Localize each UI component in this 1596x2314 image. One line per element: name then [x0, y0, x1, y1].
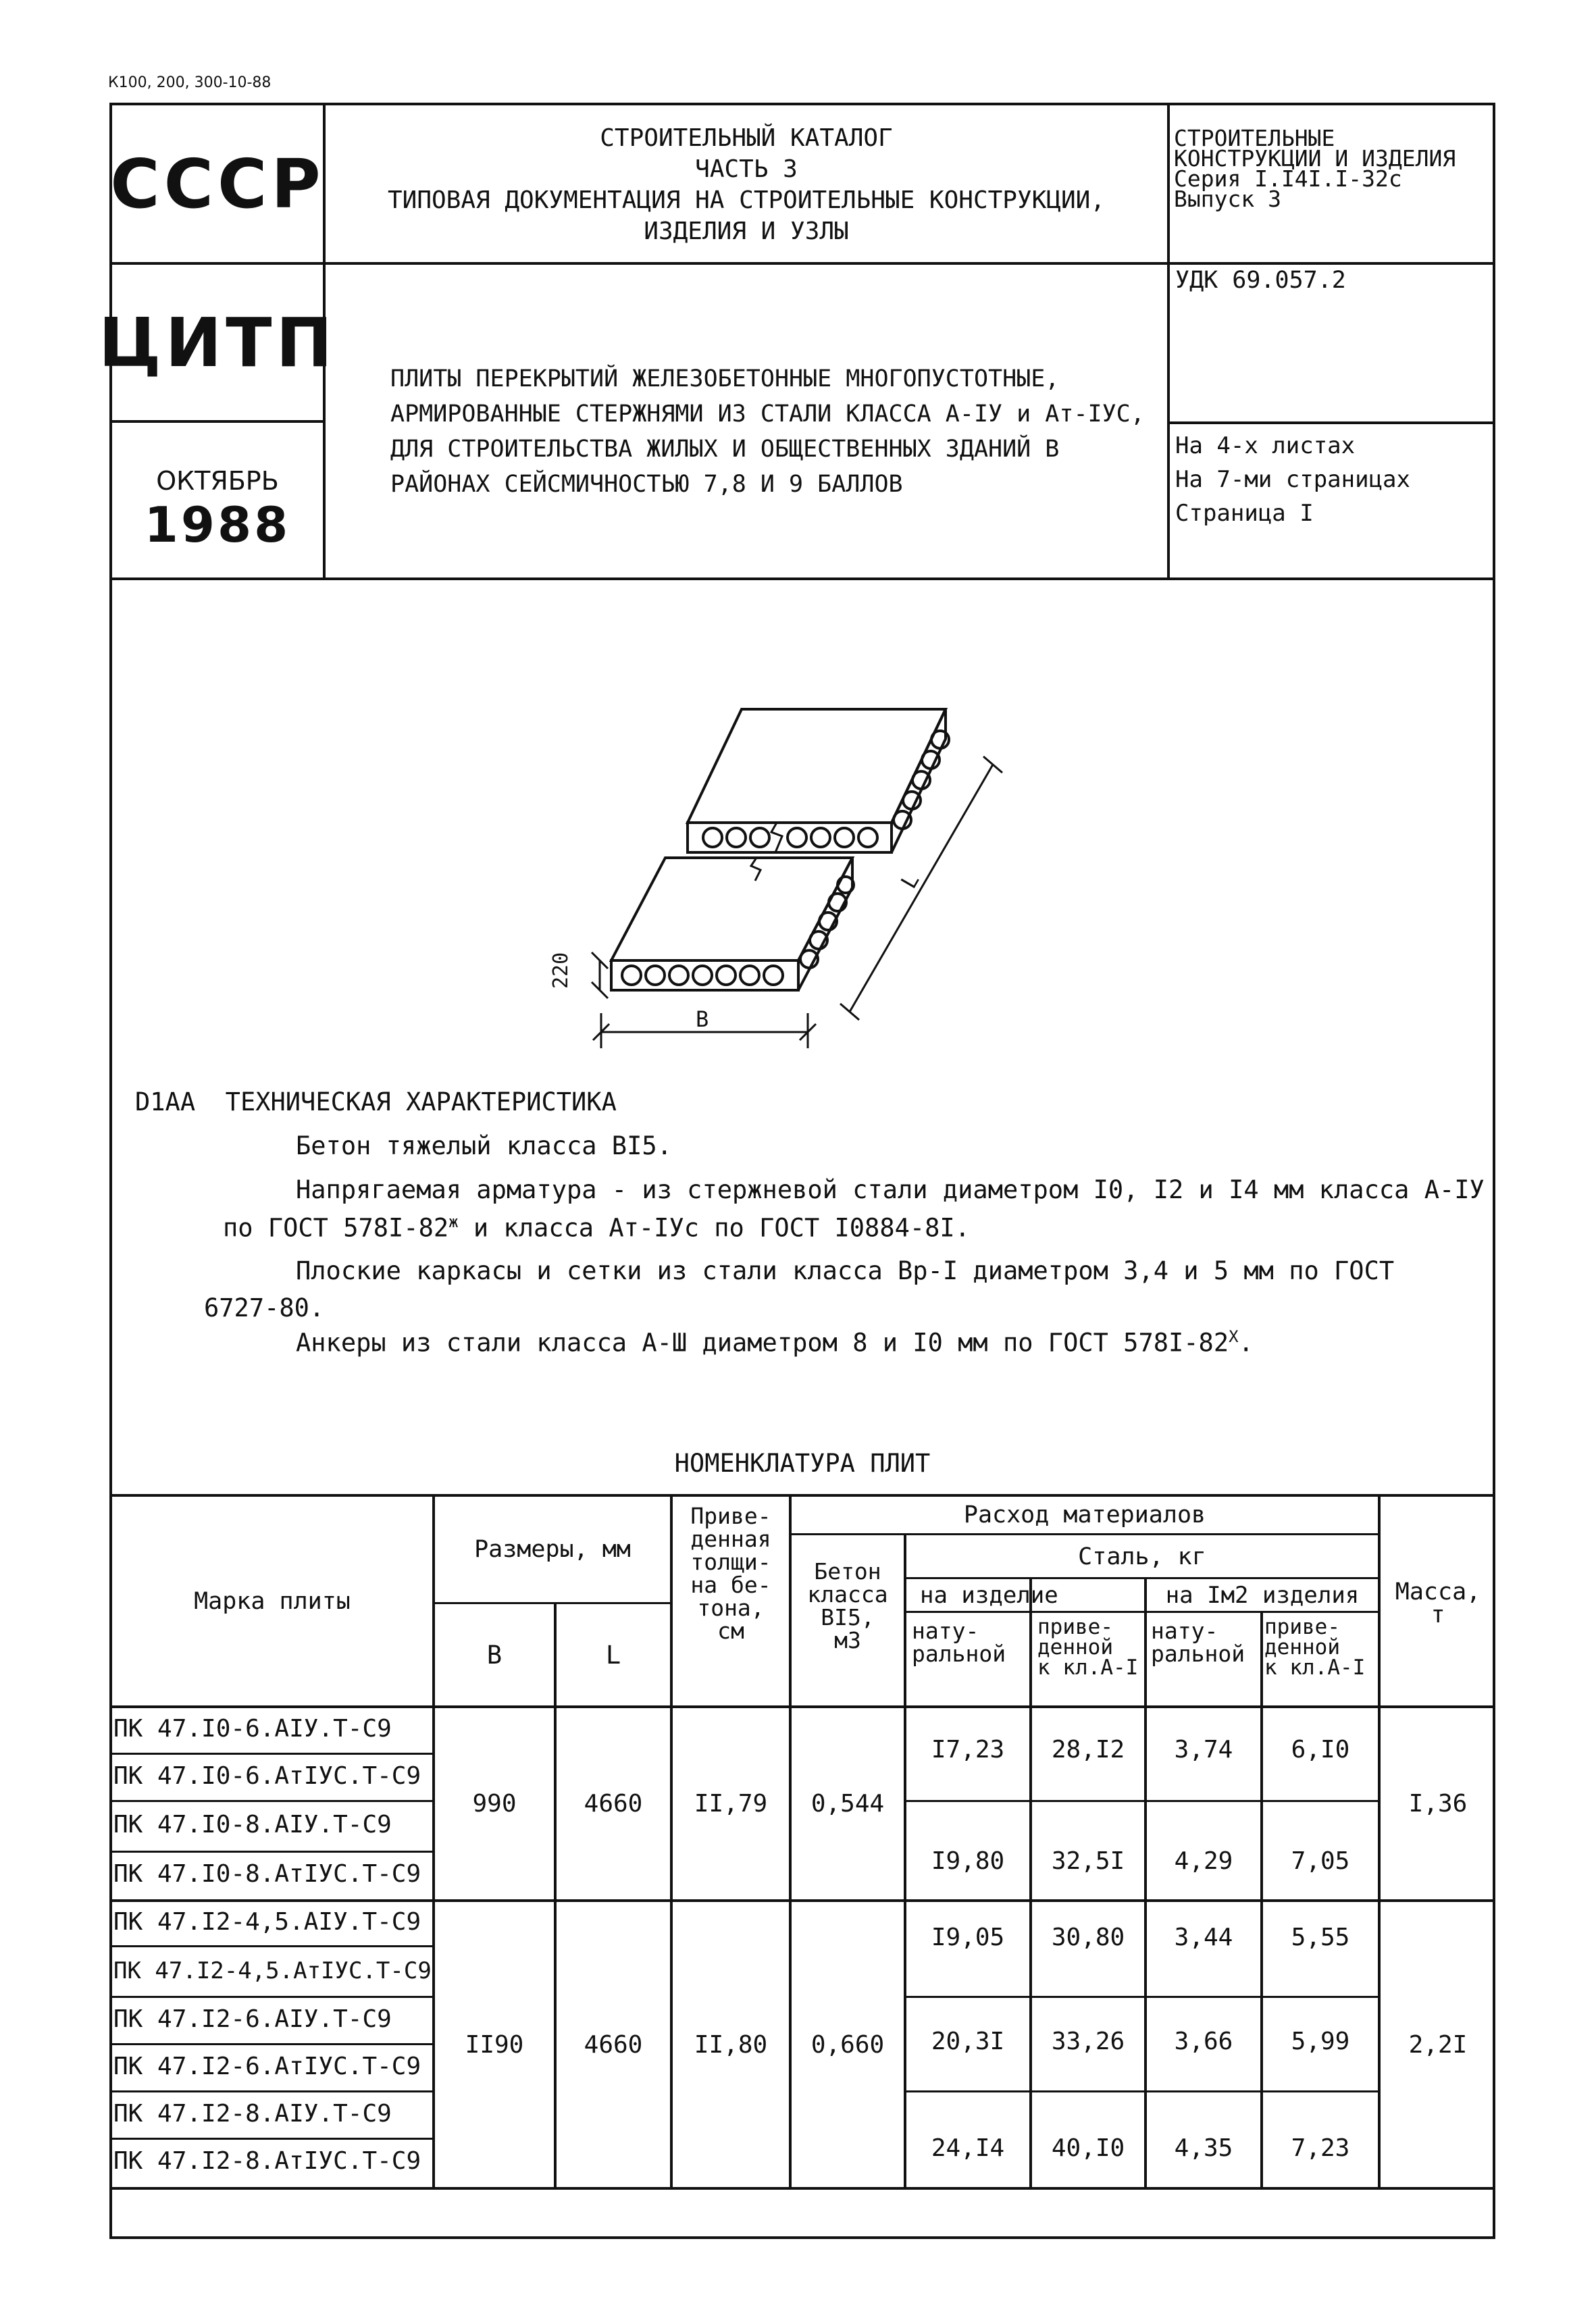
table-row-mark: ПК 47.I0-6.АтIУС.Т-С9: [113, 1762, 421, 1790]
steel-reduced-item: 30,80: [1051, 1923, 1125, 1951]
tech-text: и класса Ат-IУс по ГОСТ I0884-8I.: [458, 1213, 970, 1243]
steel-reduced-m2: 7,23: [1291, 2134, 1350, 2162]
group-concrete: 0,544: [810, 1790, 885, 1818]
dim-height-label: 220: [549, 952, 573, 989]
tech-paragraph: [296, 1327, 1254, 1357]
header-per-m2: на Iм2 изделия: [1165, 1582, 1360, 1609]
header-line: к кл.А-I: [1037, 1655, 1139, 1680]
lower-slab: [611, 858, 854, 990]
upper-slab-front: [688, 823, 892, 852]
sheets-line: Страница I: [1175, 500, 1314, 527]
group-l: 4660: [584, 1790, 643, 1818]
steel-natural-item: I9,80: [931, 1847, 1005, 1875]
series-block: [1174, 125, 1456, 212]
header-natural: [1151, 1620, 1260, 1666]
group-mass: 2,2I: [1408, 2030, 1468, 2059]
group-l: 4660: [584, 2030, 643, 2059]
steel-reduced-m2: 6,I0: [1291, 1735, 1350, 1764]
table-row-mark: ПК 47.I2-8.АтIУС.Т-С9: [113, 2147, 421, 2175]
steel-natural-item: I7,23: [931, 1735, 1005, 1764]
table-row-mark: ПК 47.I2-4,5.АIУ.Т-С9: [113, 1908, 421, 1936]
upper-slab: [688, 709, 949, 852]
header-sizes: Размеры, мм: [474, 1536, 631, 1563]
header-line: толщи-: [690, 1549, 771, 1575]
header-divider: [1167, 421, 1495, 424]
group-thickness: II,79: [694, 1790, 768, 1818]
month: ОКТЯБРЬ: [156, 466, 279, 496]
group-b: II90: [465, 2030, 524, 2059]
header-line: BI5,: [821, 1604, 875, 1630]
table-row-mark: ПК 47.I0-8.АIУ.Т-С9: [113, 1811, 392, 1839]
catalog-line: ЧАСТЬ 3: [695, 155, 798, 183]
header-materials: Расход материалов: [963, 1501, 1206, 1528]
header-concrete: [792, 1560, 904, 1652]
udk: УДК 69.057.2: [1175, 267, 1346, 294]
header-reduced: [1264, 1617, 1378, 1678]
table-row-mark: ПК 47.I0-8.АтIУС.Т-С9: [113, 1860, 421, 1888]
table-title: НОМЕНКЛАТУРА ПЛИТ: [674, 1449, 931, 1478]
header-line: нату-: [912, 1618, 979, 1644]
header-line: на бе-: [690, 1572, 771, 1598]
series-line: СТРОИТЕЛЬНЫЕ: [1174, 125, 1335, 151]
slab-drawing: [513, 689, 1027, 1081]
series-line: Выпуск 3: [1174, 186, 1281, 212]
catalog-line: ИЗДЕЛИЯ И УЗЛЫ: [644, 217, 849, 245]
steel-natural-item: 20,3I: [931, 2027, 1005, 2055]
header-line: приве-: [1264, 1615, 1340, 1639]
header-mass: [1381, 1580, 1495, 1626]
steel-reduced-m2: 5,55: [1291, 1923, 1350, 1951]
steel-reduced-item: 33,26: [1051, 2027, 1125, 2055]
title-line: ДЛЯ СТРОИТЕЛЬСТВА ЖИЛЫХ И ОБЩЕСТВЕННЫХ ЗДАНИЙ В: [390, 436, 1060, 463]
tech-paragraph: Плоские каркасы и сетки из стали класса Вр-I диаметром 3,4 и 5 мм по ГОСТ: [296, 1256, 1395, 1285]
steel-natural-m2: 3,44: [1174, 1923, 1233, 1951]
series-line: Серия I.I4I.I-32с: [1174, 165, 1402, 192]
header-mark: Марка плиты: [194, 1587, 351, 1615]
steel-reduced-m2: 7,05: [1291, 1847, 1350, 1875]
header-line: Масса,: [1395, 1578, 1481, 1605]
tech-heading-text: ТЕХНИЧЕСКАЯ ХАРАКТЕРИСТИКА: [225, 1087, 617, 1116]
steel-natural-m2: 3,74: [1174, 1735, 1233, 1764]
steel-natural-item: 24,I4: [931, 2134, 1005, 2162]
header-per-item: на изделие: [920, 1582, 1058, 1609]
tech-superscript: ж: [448, 1212, 459, 1231]
header-line: к кл.А-I: [1264, 1655, 1366, 1680]
org-ussr: СССР: [110, 144, 325, 224]
steel-reduced-item: 28,I2: [1051, 1735, 1125, 1764]
header-line: приве-: [1037, 1615, 1113, 1639]
table-row-mark: ПК 47.I2-6.АтIУС.Т-С9: [113, 2053, 421, 2080]
header-line: нату-: [1151, 1618, 1218, 1644]
table-row-mark: ПК 47.I2-4,5.АтIУС.Т-С9: [113, 1957, 432, 1984]
header-b: B: [486, 1640, 503, 1670]
header-line: денной: [1264, 1635, 1340, 1660]
group-concrete: 0,660: [810, 2030, 885, 2059]
group-b: 990: [472, 1790, 517, 1818]
catalog-line: ТИПОВАЯ ДОКУМЕНТАЦИЯ НА СТРОИТЕЛЬНЫЕ КОНСТРУКЦИИ,: [387, 186, 1106, 214]
dimension-lines: [592, 756, 1002, 1048]
tech-heading: [135, 1087, 617, 1116]
sheets-line: На 7-ми страницах: [1175, 466, 1410, 493]
lower-slab-top: [611, 858, 852, 960]
upper-slab-top: [688, 709, 946, 823]
title-line: АРМИРОВАННЫЕ СТЕРЖНЯМИ ИЗ СТАЛИ КЛАССА А-IУ и Ат-IУС,: [390, 401, 1145, 428]
header-line: класса: [807, 1581, 888, 1608]
header-line: ральной: [912, 1641, 1006, 1667]
header-l: L: [605, 1640, 621, 1670]
header-line: тона,: [697, 1595, 765, 1621]
tech-text: .: [1238, 1328, 1254, 1358]
tech-superscript: Х: [1229, 1327, 1239, 1346]
header-natural: [912, 1620, 1029, 1666]
steel-reduced-item: 40,I0: [1051, 2134, 1125, 2162]
sheets-line: На 4-х листах: [1175, 432, 1356, 459]
table-row-mark: ПК 47.I2-8.АIУ.Т-С9: [113, 2100, 392, 2128]
steel-reduced-item: 32,5I: [1051, 1847, 1125, 1875]
series-line: КОНСТРУКЦИИ И ИЗДЕЛИЯ: [1174, 145, 1456, 172]
header-divider: [109, 577, 1495, 580]
doc-code: К100, 200, 300-10-88: [108, 74, 272, 91]
steel-natural-m2: 4,35: [1174, 2134, 1233, 2162]
tech-paragraph: 6727-80.: [204, 1293, 325, 1322]
tech-paragraph: Напрягаемая арматура - из стержневой стали диаметром I0, I2 и I4 мм класса А-IУ: [296, 1175, 1485, 1204]
document-title: [390, 361, 1145, 502]
header-steel: Сталь, кг: [1078, 1543, 1206, 1570]
header-line: Бетон: [814, 1558, 881, 1585]
header-line: т: [1431, 1601, 1445, 1628]
steel-natural-m2: 3,66: [1174, 2027, 1233, 2055]
header-reduced: [1037, 1617, 1144, 1678]
steel-reduced-m2: 5,99: [1291, 2027, 1350, 2055]
title-line: РАЙОНАХ СЕЙСМИЧНОСТЬЮ 7,8 И 9 БАЛЛОВ: [390, 471, 903, 498]
table-row-mark: ПК 47.I2-6.АIУ.Т-С9: [113, 2005, 392, 2033]
header-divider: [109, 420, 324, 423]
sheets-block: [1175, 429, 1410, 530]
steel-natural-item: I9,05: [931, 1923, 1005, 1951]
dim-width-label: B: [696, 1006, 709, 1032]
group-thickness: II,80: [694, 2030, 768, 2059]
tech-text: Анкеры из стали класса А-Ш диаметром 8 и I0 мм по ГОСТ 578I-82: [296, 1328, 1229, 1358]
steel-natural-m2: 4,29: [1174, 1847, 1233, 1875]
org-citp: ЦИТП: [98, 303, 337, 382]
year: 1988: [144, 496, 291, 553]
header-line: денной: [1037, 1635, 1113, 1660]
header-line: м3: [834, 1627, 861, 1653]
table-row-mark: ПК 47.I0-6.АIУ.Т-С9: [113, 1715, 392, 1743]
header-line: см: [717, 1618, 744, 1644]
tech-code: D1AA: [135, 1087, 196, 1116]
header-line: ральной: [1151, 1641, 1245, 1667]
header-thickness: [673, 1505, 789, 1643]
catalog-line: СТРОИТЕЛЬНЫЙ КАТАЛОГ: [600, 124, 893, 152]
group-mass: I,36: [1408, 1790, 1468, 1818]
dim-length-label: L: [896, 869, 925, 893]
header-line: денная: [690, 1526, 771, 1552]
tech-paragraph: Бетон тяжелый класса BI5.: [296, 1131, 672, 1160]
tech-text: по ГОСТ 578I-82: [223, 1213, 449, 1243]
header-divider: [1167, 103, 1170, 579]
header-line: Приве-: [690, 1503, 771, 1529]
tech-paragraph: [223, 1212, 970, 1242]
title-line: ПЛИТЫ ПЕРЕКРЫТИЙ ЖЕЛЕЗОБЕТОННЫЕ МНОГОПУСТОТНЫЕ,: [390, 365, 1060, 392]
catalog-block: [326, 123, 1167, 247]
